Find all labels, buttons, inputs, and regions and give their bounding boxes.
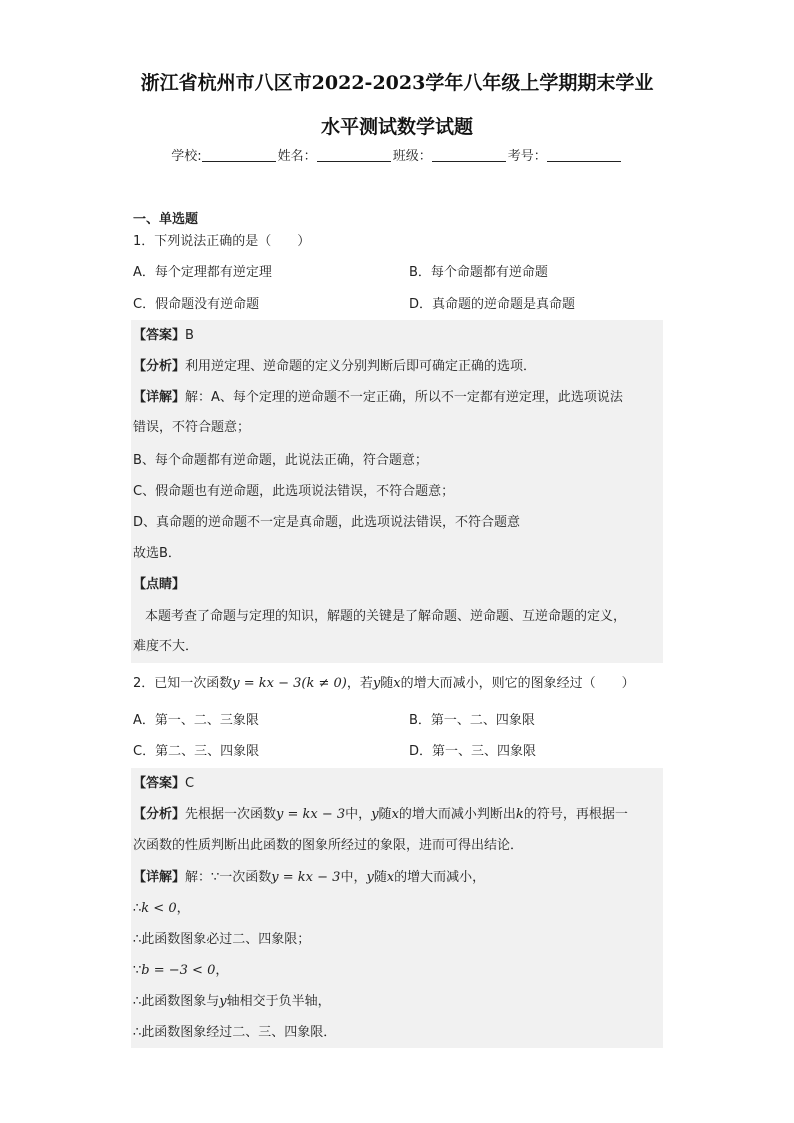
q1-option-c: C．假命题没有逆命题 [133,297,260,312]
page-title-line-2: 水平测试数学试题 [320,116,473,138]
school-label: 学校: [171,149,202,164]
q1-analysis: 【分析】利用逆定理、逆命题的定义分别判断后即可确定正确的选项． [133,359,537,374]
number-label: 考号： [507,149,547,164]
number-blank [547,149,621,162]
q2-option-a: A．第一、二、三象限 [133,713,259,728]
q1-detail-2: 错误，不符合题意； [133,420,251,435]
q2-step-2: ∴此函数图象必过二、四象限； [133,932,311,947]
q1-answer: 【答案】B [133,328,194,343]
q2-step-4: ∴此函数图象与y轴相交于负半轴， [133,994,331,1009]
q2-solution-block [131,768,663,1048]
q2-step-3: ∵b = −3 < 0， [133,963,229,978]
q1-stem: 1．下列说法正确的是（ ） [133,234,311,249]
section-heading: 一、单选题 [133,212,199,227]
q1-comment-tag: 【点睛】 [133,577,186,592]
q1-option-b: B．每个命题都有逆命题 [409,265,548,280]
student-info-line [0,145,794,164]
q2-step-5: ∴此函数图象经过二、三、四象限． [133,1025,337,1040]
q1-detail-3: B、每个命题都有逆命题，此说法正确，符合题意； [133,453,428,468]
name-label: 姓名： [277,149,317,164]
q2-step-1: ∴k < 0， [133,901,190,916]
q1-comment: 本题考查了命题与定理的知识，解题的关键是了解命题、逆命题、互逆命题的定义， [145,609,627,624]
q1-comment-2: 难度不大． [133,639,199,654]
q2-option-d: D．第一、三、四象限 [409,744,537,759]
q1-solution-block [131,320,663,663]
q1-detail-4: C、假命题也有逆命题，此选项说法错误，不符合题意； [133,484,455,499]
page-title: 浙江省杭州市八区市2022-2023学年八年级上学期期末学业 [140,72,654,94]
q2-detail: 【详解】解：∵一次函数y = kx − 3中，y随x的增大而减小， [133,870,486,885]
class-label: 班级： [392,149,432,164]
q1-option-d: D．真命题的逆命题是真命题 [409,297,576,312]
q2-stem: 2．已知一次函数y = kx − 3(k ≠ 0)，若y随x的增大而减小，则它的图象经过（ ） [133,676,635,691]
q2-option-c: C．第二、三、四象限 [133,744,260,759]
school-blank [202,149,276,162]
q2-analysis: 【分析】先根据一次函数y = kx − 3中，y随x的增大而减小判断出k的符号，再根据一 [133,807,628,822]
class-blank [432,149,506,162]
q1-detail: 【详解】解：A、每个定理的逆命题不一定正确，所以不一定都有逆定理，此选项说法 [133,390,623,405]
q1-conclusion: 故选B． [133,546,181,561]
q2-option-b: B．第一、二、四象限 [409,713,535,728]
q2-analysis-2: 次函数的性质判断出此函数的图象所经过的象限，进而可得出结论． [133,838,524,853]
q2-answer: 【答案】C [133,776,195,791]
q2-stem-formula: y = kx − 3(k ≠ 0) [232,676,347,691]
name-blank [317,149,391,162]
q1-option-a: A．每个定理都有逆定理 [133,265,272,280]
q1-detail-5: D、真命题的逆命题不一定是真命题，此选项说法错误，不符合题意 [133,515,521,530]
